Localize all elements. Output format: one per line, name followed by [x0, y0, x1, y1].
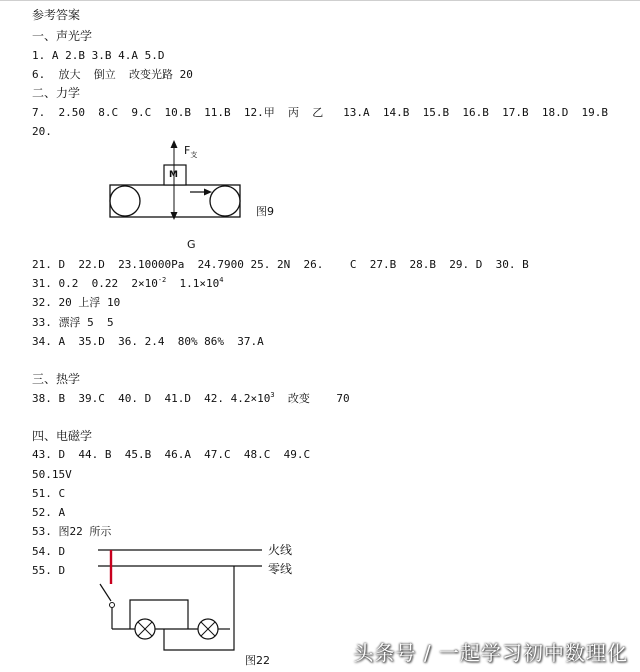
- block-label: M: [169, 170, 178, 180]
- answer-line: 32. 20 上浮 10: [32, 296, 121, 309]
- answer-line: 1. A 2.B 3.B 4.A 5.D: [32, 49, 165, 62]
- answer-line: 54. D: [32, 545, 66, 558]
- answer-line: 34. A 35.D 36. 2.4 80% 86% 37.A: [32, 335, 264, 348]
- answer-line: 31. 0.2 0.22 $2\times 10^{-2}$ $1.1\times 10^4$: [32, 276, 224, 290]
- answer-line: 7. 2.50 8.C 9.C 10.B 11.B 12.甲 丙 乙 13.A 14.B 15.B 16.B 17.B 18.D 19.B: [32, 106, 609, 119]
- figure-9-caption: 图9: [256, 205, 274, 218]
- gravity-arrow: [171, 212, 178, 220]
- section-heading-thermal: 三、热学: [32, 372, 81, 386]
- figure-9-conveyor-diagram: [100, 140, 260, 260]
- answer-line: 50.15V: [32, 468, 72, 481]
- support-force-label: $F_支$: [184, 144, 198, 159]
- source-watermark: 头条号 / 一起学习初中数理化: [353, 641, 628, 665]
- answer-line: 53. 图22 所示: [32, 525, 112, 538]
- answer-line: 21. D 22.D 23.10000Pa 24.7900 25. 2N 26. C 27.B 28.B 29. D 30. B: [32, 258, 529, 271]
- answer-line: 6. 放大 倒立 改变光路 20: [32, 68, 193, 81]
- live-wire-label: 火线: [268, 543, 293, 557]
- gravity-label: G: [187, 238, 196, 251]
- right-roller: [210, 186, 240, 216]
- answer-line: 52. A: [32, 506, 66, 519]
- answer-title: 参考答案: [32, 8, 81, 22]
- figure-22-caption: 图22: [245, 654, 270, 667]
- answer-line: 20.: [32, 125, 52, 138]
- figure-22-circuit-diagram: [90, 538, 270, 658]
- support-force-arrow: [171, 140, 178, 148]
- left-roller: [110, 186, 140, 216]
- switch-blade: [100, 584, 111, 601]
- section-heading-electromagnetism: 四、电磁学: [32, 429, 93, 443]
- answer-line: 51. C: [32, 487, 66, 500]
- switch-contact: [110, 603, 115, 608]
- circuit-return-wire: [164, 566, 234, 650]
- page-top-edge: [0, 0, 640, 1]
- answer-line: 55. D: [32, 564, 66, 577]
- answer-line: 33. 漂浮 5 5: [32, 316, 114, 329]
- section-heading-acoustics-optics: 一、声光学: [32, 29, 93, 43]
- answer-line: 43. D 44. B 45.B 46.A 47.C 48.C 49.C: [32, 448, 311, 461]
- neutral-wire-label: 零线: [268, 562, 293, 576]
- section-heading-mechanics: 二、力学: [32, 86, 81, 100]
- answer-line: 38. B 39.C 40. D 41.D 42. $4.2\times 10^3$ 改变 70: [32, 391, 350, 405]
